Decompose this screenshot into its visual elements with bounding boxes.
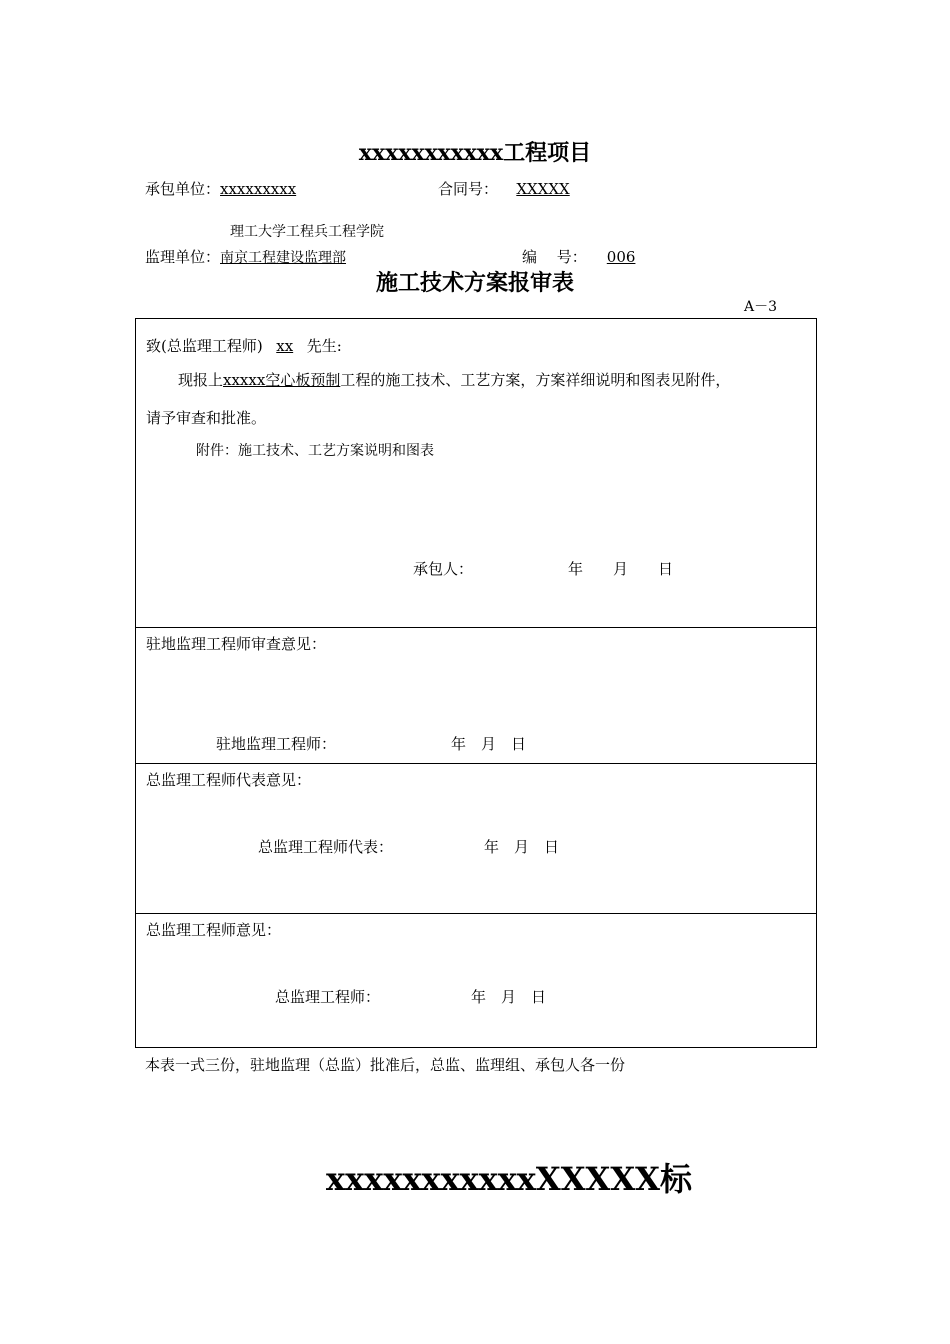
supervisor-sub-name: 理工大学工程兵工程学院 — [230, 224, 384, 240]
section-divider — [136, 913, 816, 914]
section-divider — [136, 763, 816, 764]
chief-engineer-heading: 总监理工程师意见： — [146, 921, 282, 939]
serial-row — [522, 246, 687, 267]
serial-value: 006 — [606, 248, 636, 266]
chief-engineer-date: 年 月 日 — [471, 988, 547, 1006]
chief-representative-date: 年 月 日 — [484, 838, 560, 856]
supervisor-value: 南京工程建设监理部 — [220, 250, 347, 266]
contractor-signer-label: 承包人： — [413, 560, 474, 578]
project-title: xxxxxxxxxxx工程项目 — [358, 140, 592, 166]
addressee-name: xx — [276, 337, 294, 355]
contractor-sign-date: 年 月 日 — [568, 560, 674, 578]
addressee-line — [146, 335, 342, 356]
form-footnote: 本表一式三份，驻地监理（总监）批准后，总监、监理组、承包人各一份 — [145, 1056, 626, 1074]
body-suffix: 工程的施工技术、工艺方案，方案祥细说明和图表见附件， — [340, 371, 731, 389]
resident-engineer-heading: 驻地监理工程师审查意见： — [146, 635, 327, 653]
contract-no-value: XXXXX — [516, 180, 570, 198]
contractor-value: xxxxxxxxx — [220, 180, 297, 198]
approval-form-table — [135, 318, 817, 1048]
chief-representative-signer-label: 总监理工程师代表： — [258, 838, 394, 856]
chief-engineer-signer-label: 总监理工程师： — [275, 988, 381, 1006]
contractor-label: 承包单位： — [145, 180, 221, 198]
addressee-prefix: 致(总监理工程师) — [146, 337, 263, 355]
section-lot-title: xxxxxxxxxxxXXXXX标 — [326, 1160, 693, 1198]
resident-engineer-signer-label: 驻地监理工程师： — [216, 735, 337, 753]
section-divider — [136, 627, 816, 628]
form-title: 施工技术方案报审表 — [375, 270, 574, 296]
resident-engineer-date: 年 月 日 — [451, 735, 527, 753]
submission-body-line1 — [178, 369, 730, 390]
contractor-row — [145, 178, 315, 199]
supervisor-row — [145, 246, 395, 267]
supervisor-label: 监理单位： — [145, 248, 221, 266]
form-code: A－3 — [744, 299, 778, 315]
submission-body-line2: 请予审查和批准。 — [146, 409, 267, 427]
body-prefix: 现报上 — [178, 371, 224, 389]
attachment-note: 附件：施工技术、工艺方案说明和图表 — [196, 443, 434, 459]
addressee-suffix: 先生: — [306, 337, 342, 355]
contract-no-row — [438, 178, 588, 199]
chief-representative-heading: 总监理工程师代表意见： — [146, 771, 312, 789]
contract-no-label: 合同号： — [438, 180, 499, 198]
body-project-name: xxxxx空心板预制 — [223, 371, 341, 389]
serial-label: 编 号： — [522, 248, 587, 266]
